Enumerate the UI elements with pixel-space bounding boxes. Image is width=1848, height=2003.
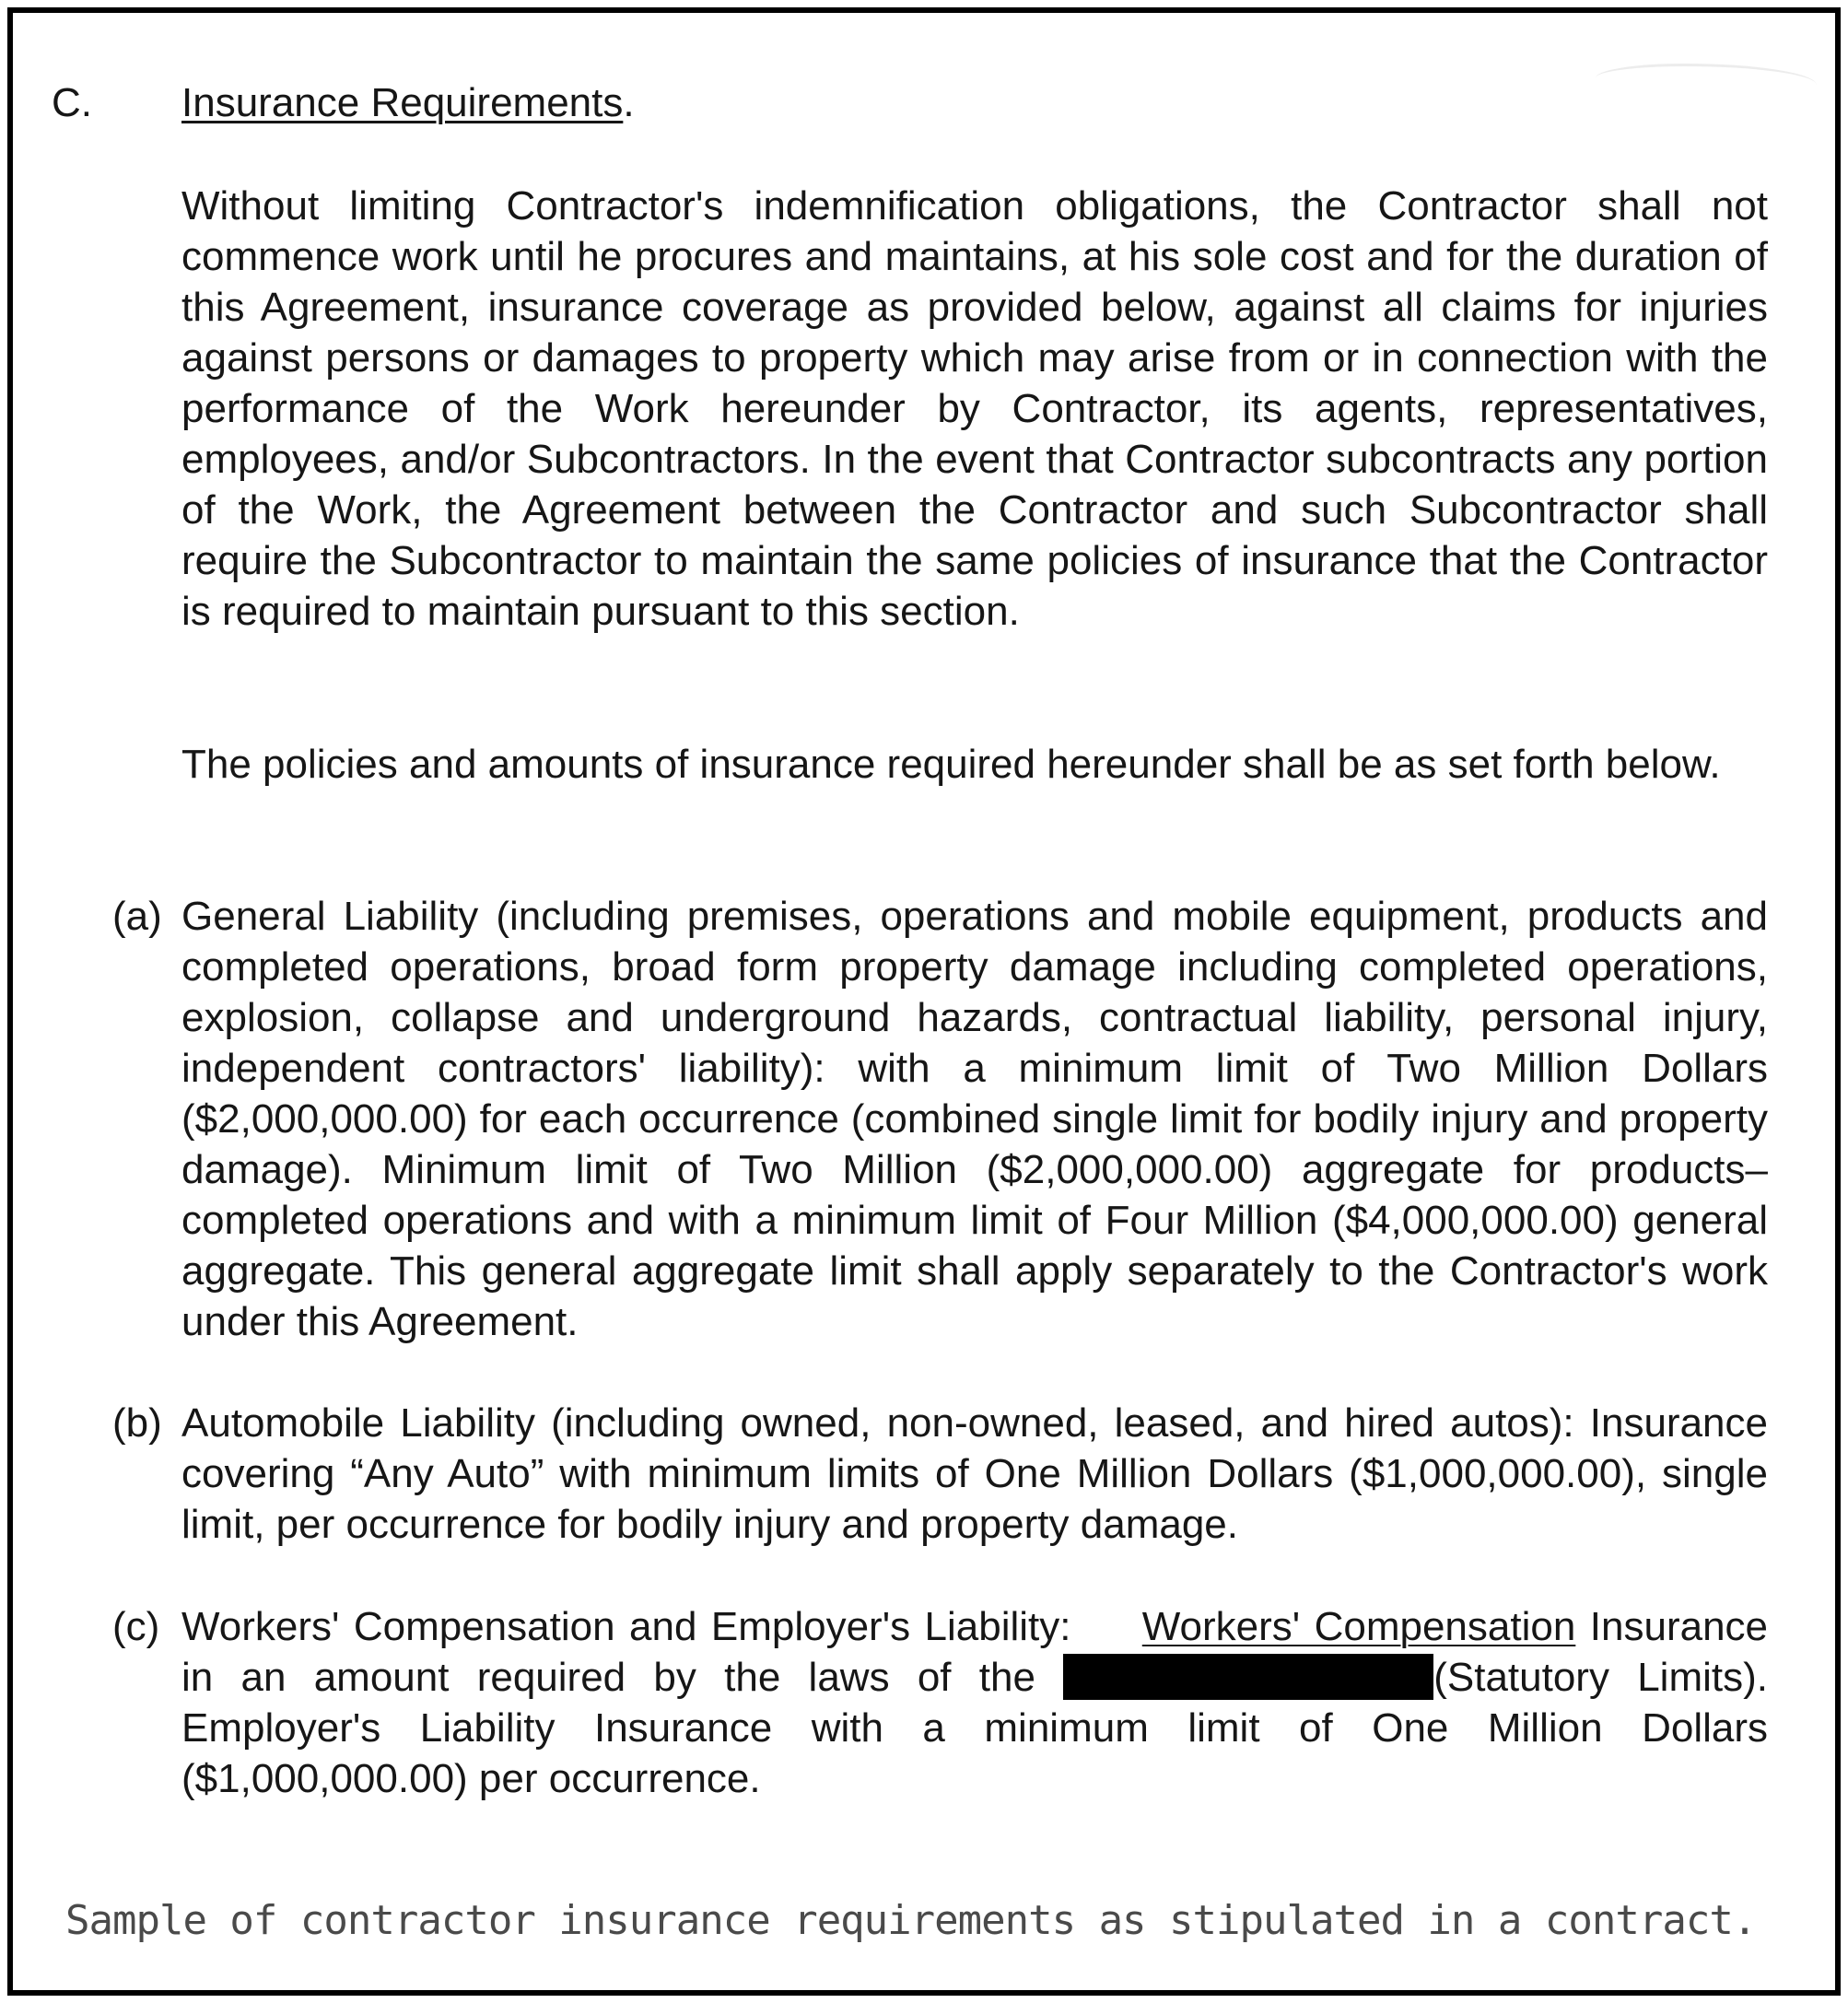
figure-frame [7,7,1841,1996]
item-marker: (a) [112,894,162,939]
item-subhead: Workers' Compensation [1141,1604,1576,1649]
item-text: Automobile Liability (including owned, non-owned, leased, and hired autos): Insurance covering “Any Auto” with minimum limits of One Million Dollars ($1,000,000.00), single limit, per occurrence for bodily injury and property damage. [181,1400,1768,1547]
item-text-before-redaction: Insurance in an amount required by the laws of the [181,1604,1769,1700]
item-marker: (c) [112,1604,160,1649]
list-item-workers-compensation [112,1601,1768,1804]
section-title-text: Insurance Requirements [181,80,624,125]
section-title [181,77,635,128]
item-marker: (b) [112,1400,162,1446]
scanned-document [13,13,1835,1856]
policies-paragraph: The policies and amounts of insurance required hereunder shall be as set forth below. [181,742,1721,787]
section-title-punct: . [623,80,635,125]
figure-caption: Sample of contractor insurance requirements as stipulated in a contract. [65,1897,1757,1944]
list-item-general-liability [112,891,1768,1347]
item-text-after-redaction: (Statutory Limits). Employer's Liability Insurance with a minimum limit of One Million Dollars ($1,000,000.00) per occurrence. [181,1655,1768,1801]
item-text: General Liability (including premises, operations and mobile equipment, products and completed operations, broad form property damage including completed operations, explosion, collapse and underground hazards, contractual liability, personal injury, independent contractors' liability): with a minimum limit of Two Million Dollars ($2,000,000.00) for each occurrence (combined single limit for bodily injury and property damage). Minimum limit of Two Million ($2,000,000.00) aggregate for products–completed operations and with a minimum limit of Four Million ($4,000,000.00) general aggregate. This general aggregate limit shall apply separately to the Contractor's work under this Agreement. [181,894,1768,1344]
intro-paragraph: Without limiting Contractor's indemnification obligations, the Contractor shall not commence work until he procures and maintains, at his sole cost and for the duration of this Agreement, insurance coverage as provided below, against all claims for injuries against persons or damages to property which may arise from or in connection with the performance of the Work hereunder by Contractor, its agents, representatives, employees, and/or Subcontractors. In the event that Contractor subcontracts any portion of the Work, the Agreement between the Contractor and such Subcontractor shall require the Subcontractor to maintain the same policies of insurance that the Contractor is required to maintain pursuant to this section. [181,183,1768,634]
section-letter: C. [52,80,92,125]
redaction-block [1063,1654,1433,1700]
item-lead: Workers' Compensation and Employer's Liability: [181,1604,1071,1649]
item-text [181,1601,1768,1804]
list-item-automobile-liability [112,1398,1768,1550]
